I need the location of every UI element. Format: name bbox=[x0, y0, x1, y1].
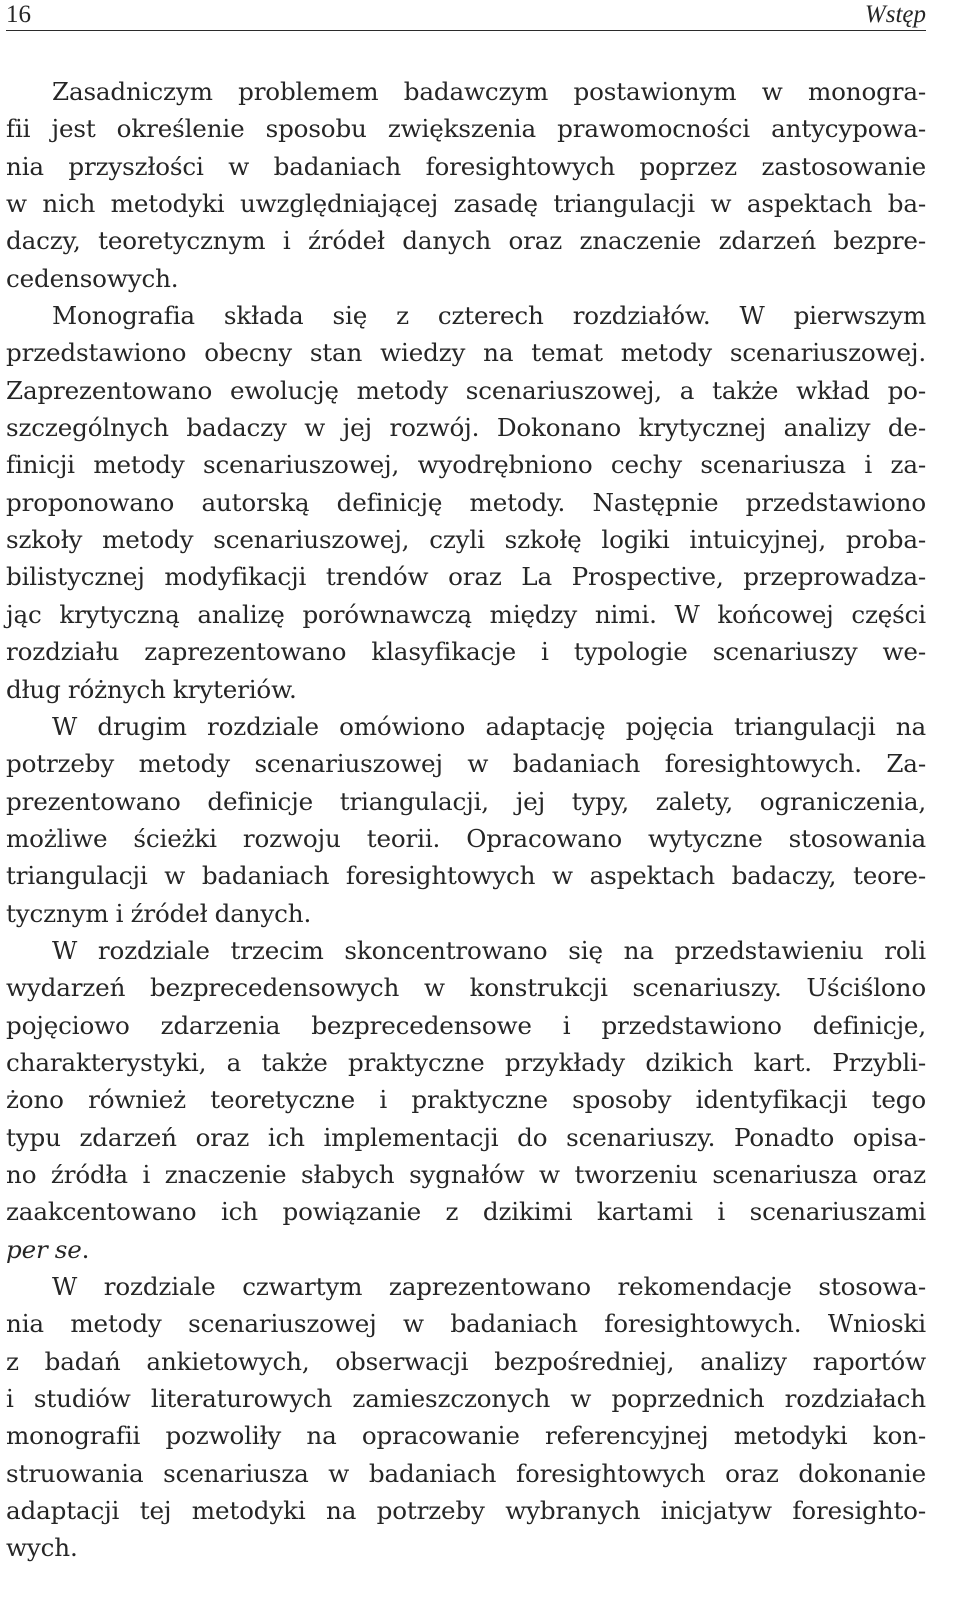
text-line: fii jest określenie sposobu zwiększenia prawomocności antycypowa- bbox=[6, 114, 926, 144]
text-line: bilistycznej modyfikacji trendów oraz La Prospective, przeprowadza- bbox=[6, 562, 926, 592]
text-line: proponowano autorską definicję metody. Następnie przedstawiono bbox=[6, 487, 926, 517]
text-line: wych. bbox=[6, 1533, 78, 1563]
text-line: potrzeby metody scenariuszowej w badaniach foresightowych. Za- bbox=[6, 749, 926, 779]
text-line: nia metody scenariuszowej w badaniach foresightowych. Wnioski bbox=[6, 1309, 926, 1339]
text-line: w nich metodyki uwzględniającej zasadę triangulacji w aspektach ba- bbox=[6, 189, 926, 219]
text-line: struowania scenariusza w badaniach foresightowych oraz dokonanie bbox=[6, 1458, 926, 1488]
text-line: nia przyszłości w badaniach foresightowych poprzez zastosowanie bbox=[6, 151, 926, 181]
paragraph bbox=[6, 297, 926, 708]
chapter-title: Wstęp bbox=[864, 1, 926, 28]
running-header bbox=[6, 0, 926, 31]
text-line: wydarzeń bezprecedensowych w konstrukcji scenariuszy. Uściślono bbox=[6, 973, 926, 1003]
paragraph bbox=[6, 73, 926, 297]
text-line: szczególnych badaczy w jej rozwój. Dokonano krytycznej analizy de- bbox=[6, 413, 926, 443]
text-line: z badań ankietowych, obserwacji bezpośredniej, analizy raportów bbox=[6, 1346, 926, 1376]
text-line: W drugim rozdziale omówiono adaptację pojęcia triangulacji na bbox=[52, 711, 926, 741]
text-line: daczy, teoretycznym i źródeł danych oraz znaczenie zdarzeń bezpre- bbox=[6, 226, 926, 256]
text-line: tycznym i źródeł danych. bbox=[6, 898, 312, 928]
paragraph bbox=[6, 708, 926, 932]
text-line: pojęciowo zdarzenia bezprecedensowe i przedstawiono definicje, bbox=[6, 1010, 926, 1040]
text-line: jąc krytyczną analizę porównawczą między nimi. W końcowej części bbox=[6, 599, 926, 629]
text-line: Monografia składa się z czterech rozdziałów. W pierwszym bbox=[52, 301, 926, 331]
italic-phrase: per se bbox=[6, 1234, 82, 1264]
text-line: szkoły metody scenariuszowej, czyli szkołę logiki intuicyjnej, proba- bbox=[6, 525, 926, 555]
text-line: finicji metody scenariuszowej, wyodrębniono cechy scenariusza i za- bbox=[6, 450, 926, 480]
text-line: zaakcentowano ich powiązanie z dzikimi kartami i scenariuszami bbox=[6, 1197, 926, 1227]
text-line: żono również teoretyczne i praktyczne sposoby identyfikacji tego bbox=[6, 1085, 926, 1115]
text-line: i studiów literaturowych zamieszczonych w poprzednich rozdziałach bbox=[6, 1384, 926, 1414]
text-line: cedensowych. bbox=[6, 263, 179, 293]
page-number: 16 bbox=[6, 1, 31, 28]
text-line bbox=[6, 1231, 926, 1268]
text-line: W rozdziale trzecim skoncentrowano się na przedstawieniu roli bbox=[52, 935, 926, 965]
body-text bbox=[6, 73, 926, 1567]
text-line: W rozdziale czwartym zaprezentowano rekomendacje stosowa- bbox=[52, 1272, 926, 1301]
text-line: triangulacji w badaniach foresightowych w aspektach badaczy, teore- bbox=[6, 861, 926, 891]
text-line: przedstawiono obecny stan wiedzy na temat metody scenariuszowej. bbox=[6, 338, 926, 368]
document-page bbox=[6, 0, 926, 1563]
text-line: możliwe ścieżki rozwoju teorii. Opracowano wytyczne stosowania bbox=[6, 823, 926, 853]
text-line: charakterystyki, a także praktyczne przykłady dzikich kart. Przybli- bbox=[6, 1047, 926, 1077]
text-line: Zasadniczym problemem badawczym postawionym w monogra- bbox=[52, 77, 926, 106]
text-line: adaptacji tej metodyki na potrzeby wybranych inicjatyw foresighto- bbox=[6, 1496, 926, 1526]
text-line: prezentowano definicje triangulacji, jej typy, zalety, ograniczenia, bbox=[6, 786, 926, 816]
text-line: monografii pozwoliły na opracowanie referencyjnej metodyki kon- bbox=[6, 1421, 926, 1451]
text-line: dług różnych kryteriów. bbox=[6, 674, 297, 704]
paragraph bbox=[6, 932, 926, 1268]
text-line: rozdziału zaprezentowano klasyfikacje i typologie scenariuszy we- bbox=[6, 637, 926, 667]
sentence-end: . bbox=[81, 1234, 90, 1264]
text-line: typu zdarzeń oraz ich implementacji do scenariuszy. Ponadto opisa- bbox=[6, 1122, 926, 1152]
text-line: Zaprezentowano ewolucję metody scenariuszowej, a także wkład po- bbox=[6, 375, 926, 405]
text-line: no źródła i znaczenie słabych sygnałów w tworzeniu scenariusza oraz bbox=[6, 1159, 926, 1189]
paragraph bbox=[6, 1268, 926, 1567]
